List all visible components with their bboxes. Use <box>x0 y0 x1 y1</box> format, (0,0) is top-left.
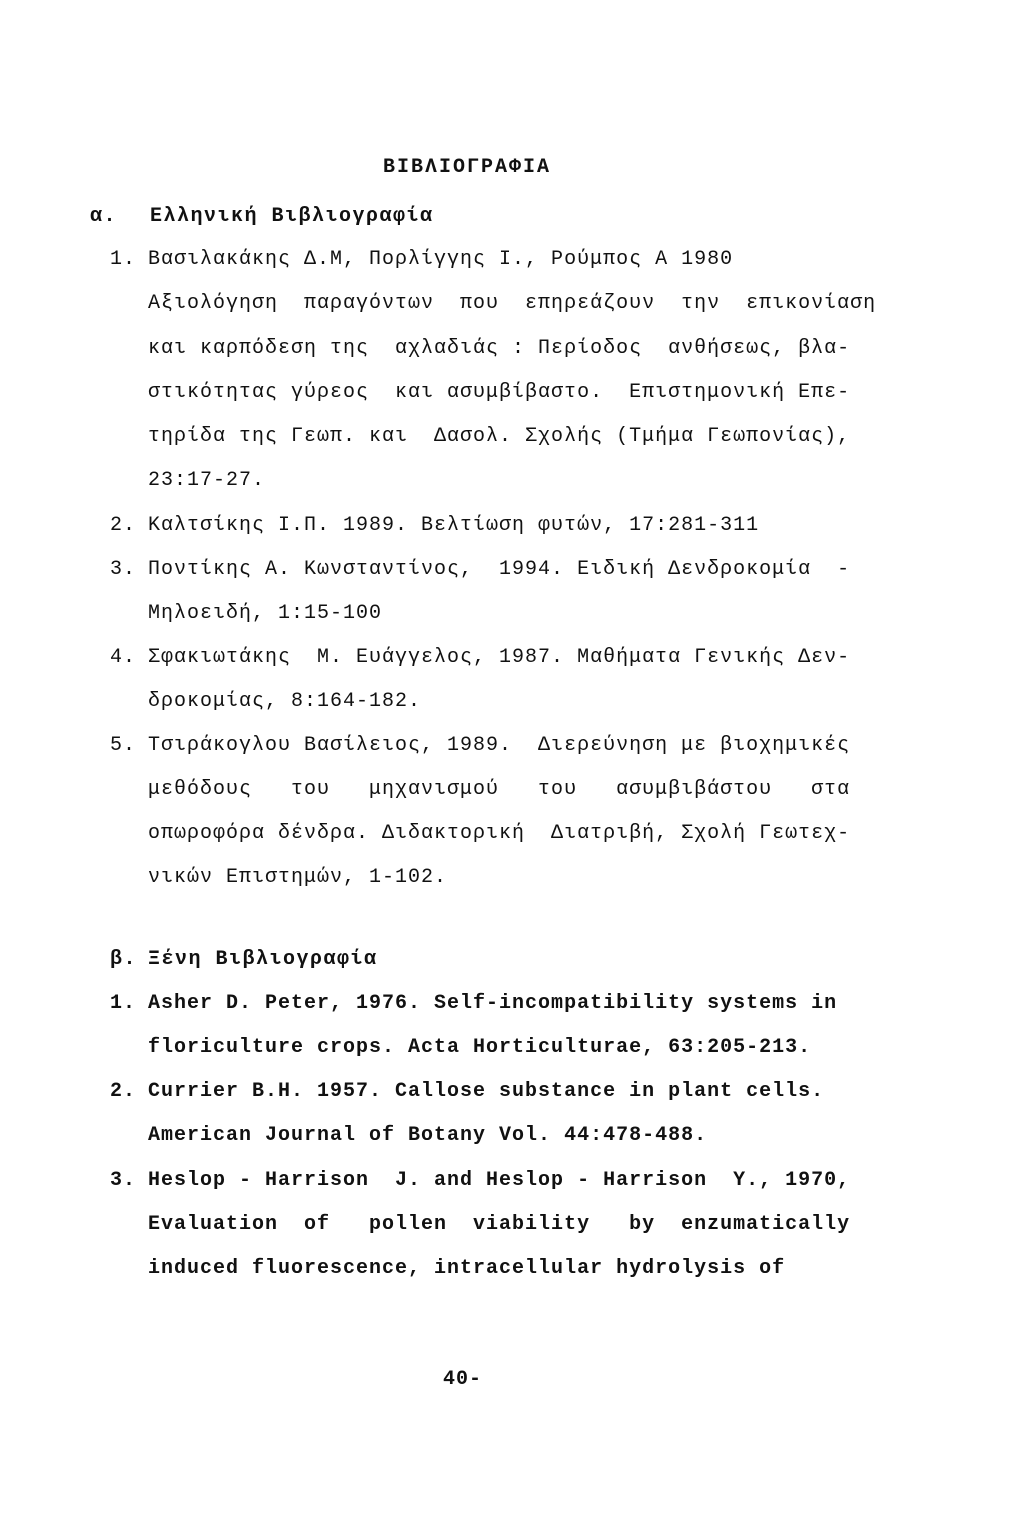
greek-entry-1-line-6: 23:17-27. <box>148 469 266 492</box>
greek-entry-4-number: 4. <box>110 646 137 669</box>
foreign-entry-3-line-3: induced fluorescence, intracellular hydrolysis of <box>148 1257 786 1280</box>
greek-entry-5-line-3: οπωροφόρα δένδρα. Διδακτορική Διατριβή, Σχολή Γεωτεχ- <box>148 822 851 845</box>
foreign-entry-2-line-2: American Journal of Botany Vol. 44:478-488. <box>148 1124 708 1147</box>
greek-entry-1-line-3: και καρπόδεση της αχλαδιάς : Περίοδος ανθήσεως, βλα- <box>148 337 851 360</box>
greek-entry-1-line-2: Αξιολόγηση παραγόντων που επηρεάζουν την επικονίαση <box>148 292 877 315</box>
page-number: 40- <box>443 1368 483 1391</box>
greek-entry-4-line-1: Σφακιωτάκης Μ. Ευάγγελος, 1987. Μαθήματα Γενικής Δεν- <box>148 646 851 669</box>
greek-entry-5-line-4: νικών Επιστημών, 1-102. <box>148 866 448 889</box>
section-greek-heading: Ελληνική Βιβλιογραφία <box>150 205 434 228</box>
greek-entry-5-line-1: Τσιράκογλου Βασίλειος, 1989. Διερεύνηση με βιοχημικές <box>148 734 851 757</box>
foreign-entry-3-number: 3. <box>110 1169 137 1192</box>
page-title: ΒΙΒΛΙΟΓΡΑΦΙΑ <box>383 156 552 179</box>
greek-entry-5-number: 5. <box>110 734 137 757</box>
foreign-entry-2-line-1: Currier B.H. 1957. Callose substance in plant cells. <box>148 1080 825 1103</box>
greek-entry-3-line-2: Μηλοειδή, 1:15-100 <box>148 602 383 625</box>
greek-entry-3-line-1: Ποντίκης Α. Κωνσταντίνος, 1994. Ειδική Δενδροκομία - <box>148 558 851 581</box>
section-foreign-marker: β. <box>110 948 138 971</box>
greek-entry-3-number: 3. <box>110 558 137 581</box>
section-foreign-heading: Ξένη Βιβλιογραφία <box>148 948 378 971</box>
greek-entry-2-line-1: Καλτσίκης Ι.Π. 1989. Βελτίωση φυτών, 17:281-311 <box>148 514 760 537</box>
section-greek-marker: α. <box>90 205 118 228</box>
greek-entry-1-line-4: στικότητας γύρεος και ασυμβίβαστο. Επιστημονική Επε- <box>148 381 851 404</box>
greek-entry-5-line-2: μεθόδους του μηχανισμού του ασυμβιβάστου στα <box>148 778 851 801</box>
foreign-entry-3-line-2: Evaluation of pollen viability by enzumatically <box>148 1213 851 1236</box>
foreign-entry-2-number: 2. <box>110 1080 137 1103</box>
greek-entry-1-line-5: τηρίδα της Γεωπ. και Δασολ. Σχολής (Τμήμα Γεωπονίας), <box>148 425 851 448</box>
foreign-entry-1-line-1: Asher D. Peter, 1976. Self-incompatibility systems in <box>148 992 838 1015</box>
greek-entry-1-line-1: Βασιλακάκης Δ.Μ, Πορλίγγης Ι., Ρούμπος Α 1980 <box>148 248 734 271</box>
foreign-entry-1-number: 1. <box>110 992 137 1015</box>
greek-entry-4-line-2: δροκομίας, 8:164-182. <box>148 690 422 713</box>
greek-entry-2-number: 2. <box>110 514 137 537</box>
foreign-entry-1-line-2: floriculture crops. Acta Horticulturae, 63:205-213. <box>148 1036 812 1059</box>
greek-entry-1-number: 1. <box>110 248 137 271</box>
foreign-entry-3-line-1: Heslop - Harrison J. and Heslop - Harrison Y., 1970, <box>148 1169 851 1192</box>
